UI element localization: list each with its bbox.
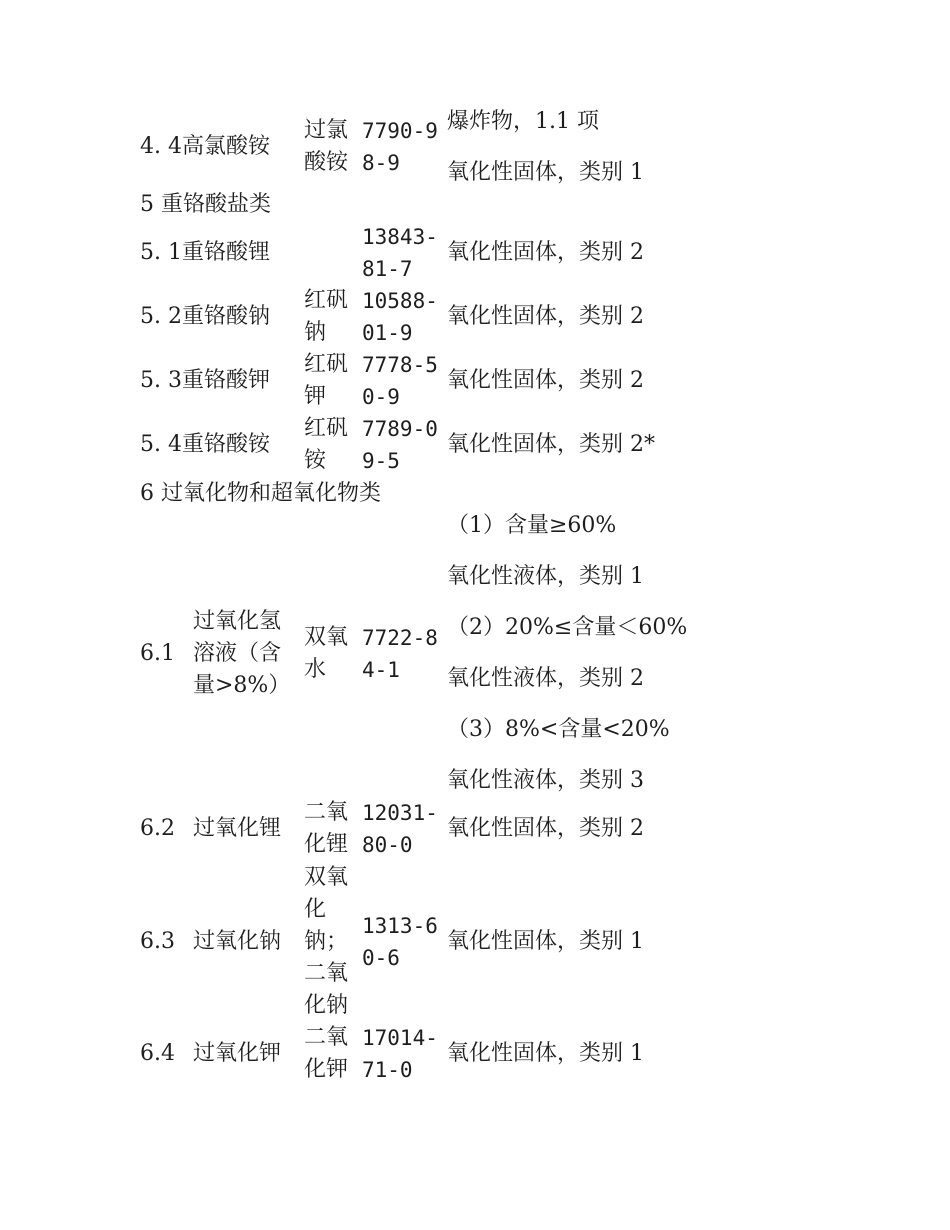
row-6-1-num: 6.1 <box>140 641 175 666</box>
row-5-2-code: 5. 2重铬酸钠 <box>140 304 270 329</box>
row-5-1-code: 5. 1重铬酸锂 <box>140 240 270 265</box>
row-6-1-name: 过氧化氢溶液（含量>8%） <box>193 609 291 698</box>
row-6-2-desc: 氧化性固体，类别 2 <box>447 816 644 841</box>
row-6-1-cond-3: （3）8%<含量<20% <box>447 717 670 742</box>
row-6-1-cond-2: （2）20%≤含量＜60% <box>447 615 688 640</box>
row-6-3-name: 过氧化钠 <box>193 929 282 954</box>
row-6-1-cond-1: （1）含量≥60% <box>447 513 617 538</box>
row-5-1-desc: 氧化性固体，类别 2 <box>447 240 644 265</box>
row-4-4-cas: 7790-98-9 <box>362 119 438 175</box>
row-6-4-alias: 二氧化钾 <box>304 1025 349 1082</box>
row-6-3-num: 6.3 <box>140 929 175 954</box>
section-6-heading: 6 过氧化物和超氧化物类 <box>140 481 381 506</box>
row-6-3-alias: 双氧化钠；二氧化钠 <box>304 865 349 1018</box>
row-6-1-class-3: 氧化性液体，类别 3 <box>447 768 644 793</box>
row-6-2-num: 6.2 <box>140 816 175 841</box>
row-6-1-cas: 7722-84-1 <box>362 626 438 682</box>
row-6-4-desc: 氧化性固体，类别 1 <box>447 1041 644 1066</box>
row-5-1-cas: 13843-81-7 <box>362 225 438 281</box>
row-6-4-num: 6.4 <box>140 1041 175 1066</box>
row-6-1-class-2: 氧化性液体，类别 2 <box>447 666 644 691</box>
row-5-4-desc: 氧化性固体，类别 2* <box>447 432 655 457</box>
row-6-2-name: 过氧化锂 <box>193 816 282 841</box>
row-6-1-alias: 双氧水 <box>304 625 349 682</box>
row-6-2-cas: 12031-80-0 <box>362 801 438 857</box>
row-5-4-code: 5. 4重铬酸铵 <box>140 432 270 457</box>
row-4-4-desc-1: 爆炸物，1.1 项 <box>447 109 599 134</box>
row-4-4-desc-2: 氧化性固体，类别 1 <box>447 160 644 185</box>
row-5-3-desc: 氧化性固体，类别 2 <box>447 368 644 393</box>
row-5-3-cas: 7778-50-9 <box>362 353 438 409</box>
row-4-4-code: 4. 4高氯酸铵 <box>140 134 270 159</box>
row-5-4-alias: 红矾铵 <box>304 416 349 473</box>
row-6-4-name: 过氧化钾 <box>193 1041 282 1066</box>
section-5-heading: 5 重铬酸盐类 <box>140 192 271 217</box>
row-5-2-alias: 红矾钠 <box>304 288 349 345</box>
row-6-3-desc: 氧化性固体，类别 1 <box>447 929 644 954</box>
row-6-2-alias: 二氧化锂 <box>304 800 349 857</box>
row-6-1-class-1: 氧化性液体，类别 1 <box>447 564 644 589</box>
row-4-4-alias: 过氯酸铵 <box>304 118 349 175</box>
row-5-2-cas: 10588-01-9 <box>362 289 438 345</box>
row-5-4-cas: 7789-09-5 <box>362 417 438 473</box>
row-6-3-cas: 1313-60-6 <box>362 914 438 970</box>
row-6-4-cas: 17014-71-0 <box>362 1026 438 1082</box>
row-5-2-desc: 氧化性固体，类别 2 <box>447 304 644 329</box>
row-5-3-code: 5. 3重铬酸钾 <box>140 368 270 393</box>
row-5-3-alias: 红矾钾 <box>304 352 349 409</box>
